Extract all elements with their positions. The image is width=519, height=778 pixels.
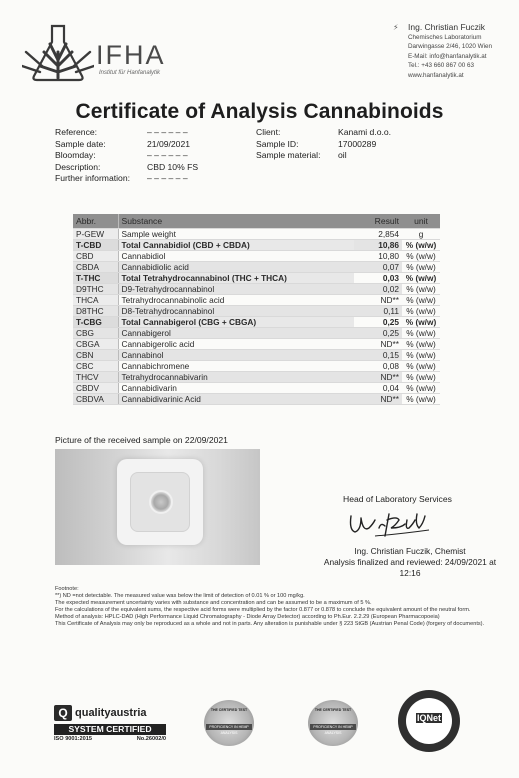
cell-substance: D9-Tetrahydrocannabinol xyxy=(118,283,354,294)
lab-line: Darwingasse 2/46, 1020 Wien xyxy=(408,43,493,51)
table-row xyxy=(73,371,440,382)
cell-substance: Sample weight xyxy=(118,228,354,239)
lab-address xyxy=(408,22,516,80)
table-row xyxy=(73,338,440,349)
cell-substance: Total Tetrahydrocannabinol (THC + THCA) xyxy=(118,272,354,283)
logo-name: IFHA xyxy=(96,40,166,70)
cell-abbr: CBD xyxy=(73,250,118,261)
bottle-cap xyxy=(149,490,173,514)
cell-result: ND** xyxy=(354,393,402,404)
cell-abbr: THCA xyxy=(73,294,118,305)
sample-info xyxy=(55,127,255,187)
cell-result: ND** xyxy=(354,371,402,382)
cell-abbr: T-CBG xyxy=(73,316,118,327)
cell-abbr: T-CBD xyxy=(73,239,118,250)
cell-result: 2,854 xyxy=(354,228,402,239)
cell-substance: Total Cannabigerol (CBG + CBGA) xyxy=(118,316,354,327)
cell-unit: % (w/w) xyxy=(402,349,440,360)
cell-substance: Cannabidivarinic Acid xyxy=(118,393,354,404)
info-value: – – – – – – xyxy=(147,127,188,137)
ifha-logo xyxy=(22,22,192,86)
certified-test-seal-1 xyxy=(200,700,258,750)
table-row xyxy=(73,382,440,393)
table-row xyxy=(73,327,440,338)
col-header-result: Result xyxy=(354,214,402,228)
lab-line: E-Mail: info@hanfanalytik.at xyxy=(408,52,487,60)
cell-abbr: D9THC xyxy=(73,283,118,294)
table-row xyxy=(73,294,440,305)
cell-unit: % (w/w) xyxy=(402,327,440,338)
table-body xyxy=(73,228,440,404)
table-row xyxy=(73,349,440,360)
seal-band: PROFICIENCY IN HEMP ANALYSIS xyxy=(206,724,252,730)
iqnet-label: IQNet xyxy=(416,713,441,723)
info-label: Sample ID: xyxy=(256,138,299,149)
info-value: CBD 10% FS xyxy=(147,161,199,172)
table-row xyxy=(73,305,440,316)
qa-q-icon: Q xyxy=(54,705,72,721)
cell-substance: Cannabigerolic acid xyxy=(118,338,354,349)
cell-unit: % (w/w) xyxy=(402,272,440,283)
qa-top xyxy=(54,705,166,721)
table-row xyxy=(73,261,440,272)
cell-abbr: CBC xyxy=(73,360,118,371)
signer-name: Ing. Christian Fuczik, Chemist xyxy=(354,546,466,556)
signature-heading: Head of Laboratory Services xyxy=(343,494,452,504)
cell-unit: % (w/w) xyxy=(402,261,440,272)
cell-substance: Cannabinol xyxy=(118,349,354,360)
info-value: 17000289 xyxy=(338,138,377,149)
lab-line: Tel.: +43 660 867 00 63 xyxy=(408,62,474,70)
cell-abbr: T-THC xyxy=(73,272,118,283)
cell-result: 0,08 xyxy=(354,360,402,371)
cell-unit: % (w/w) xyxy=(402,338,440,349)
seal-disc xyxy=(308,700,358,746)
cell-result: 10,86 xyxy=(354,239,402,250)
footnote-line: For the calculations of the equivalent sums, the respective acid forms were multiplied by the factor 0.877 or 0.878 to conclude the equivalent amount of the neutral form. xyxy=(55,607,471,614)
cell-substance: Tetrahydrocannabinolic acid xyxy=(118,294,354,305)
flask-leaf-icon xyxy=(22,22,94,84)
seal-disc xyxy=(204,700,254,746)
qa-number: No.26002/0 xyxy=(136,736,166,742)
cell-substance: Tetrahydrocannabivarin xyxy=(118,371,354,382)
cell-unit: % (w/w) xyxy=(402,316,440,327)
seal-title: THE CERTIFIED TEST xyxy=(314,708,352,712)
iqnet-seal xyxy=(398,690,460,752)
certified-test-seal-2 xyxy=(304,700,362,750)
cell-unit: % (w/w) xyxy=(402,360,440,371)
cell-result: ND** xyxy=(354,338,402,349)
cell-result: 0,04 xyxy=(354,382,402,393)
footnote-line: Method of analysis: HPLC-DAD (High Performance Liquid Chromatography - Diode Array Detector) according to Ph.Eur. 2.2.29 (European Pharmacopoeia) xyxy=(55,614,440,621)
info-label: Description: xyxy=(55,161,101,172)
table-header-row xyxy=(73,214,440,228)
info-value: Kanami d.o.o. xyxy=(338,127,392,137)
picture-caption: Picture of the received sample on 22/09/2021 xyxy=(55,435,228,445)
qa-system-certified: SYSTEM CERTIFIED xyxy=(54,724,166,735)
lab-name: Ing. Christian Fuczik xyxy=(408,22,485,32)
info-label: Sample material: xyxy=(256,150,321,161)
info-value: oil xyxy=(338,150,347,161)
qa-name: qualityaustria xyxy=(75,707,147,719)
cell-substance: Total Cannabidiol (CBD + CBDA) xyxy=(118,239,354,250)
signer-time: 12:16 xyxy=(399,568,421,578)
col-header-abbr: Abbr. xyxy=(73,214,118,228)
client-info xyxy=(256,127,456,167)
cell-abbr: THCV xyxy=(73,371,118,382)
cell-result: ND** xyxy=(354,294,402,305)
sample-container xyxy=(117,459,203,545)
signature-mark-icon: ⚡ xyxy=(393,23,399,32)
table-row xyxy=(73,228,440,239)
qa-iso: ISO 9001:2015 xyxy=(54,736,92,742)
cell-unit: % (w/w) xyxy=(402,294,440,305)
signer-date: Analysis finalized and reviewed: 24/09/2021 at xyxy=(323,557,497,567)
cell-result: 0,25 xyxy=(354,316,402,327)
iqnet-mark xyxy=(398,713,460,723)
info-value: 21/09/2021 xyxy=(147,138,191,149)
cell-result: 0,07 xyxy=(354,261,402,272)
info-value: – – – – – – xyxy=(147,150,188,161)
cell-substance: Cannabidiol xyxy=(118,250,354,261)
cell-result: 0,15 xyxy=(354,349,402,360)
info-value: – – – – – – xyxy=(147,173,188,184)
cell-abbr: CBN xyxy=(73,349,118,360)
footnote-line: **) ND =not detectable. The measured value was below the limit of detection of 0.01 % or 100 mg/kg. xyxy=(55,593,305,600)
cell-result: 0,25 xyxy=(354,327,402,338)
footnote xyxy=(55,586,505,629)
info-label: Bloomday: xyxy=(55,150,96,161)
cell-substance: Cannabidivarin xyxy=(118,382,354,393)
footnote-line: This Certificate of Analysis may only be reproduced as a whole and not in parts. Any alteration is punishable under § 223 StGB (Austrian Penal Code) (forgery of documents). xyxy=(55,621,485,628)
table-row xyxy=(73,393,440,404)
cell-result: 10,80 xyxy=(354,250,402,261)
cell-unit: % (w/w) xyxy=(402,382,440,393)
lab-line: www.hanfanalytik.at xyxy=(408,71,464,79)
container-inner xyxy=(130,472,190,532)
cell-unit: % (w/w) xyxy=(402,305,440,316)
info-label: Further information: xyxy=(55,173,130,184)
cell-substance: Cannabigerol xyxy=(118,327,354,338)
table-row xyxy=(73,316,440,327)
cell-unit: % (w/w) xyxy=(402,393,440,404)
sample-photo xyxy=(55,449,260,565)
logo-subtitle: Institut für Hanfanalytik xyxy=(99,70,161,76)
info-label: Reference: xyxy=(55,127,98,137)
seal-title: THE CERTIFIED TEST xyxy=(210,708,248,712)
cell-result: 0,03 xyxy=(354,272,402,283)
table-row xyxy=(73,250,440,261)
cell-abbr: D8THC xyxy=(73,305,118,316)
cell-result: 0,11 xyxy=(354,305,402,316)
info-label: Sample date: xyxy=(55,138,106,149)
cell-unit: % (w/w) xyxy=(402,250,440,261)
footnote-line: Footnote: xyxy=(55,586,79,592)
cell-unit: % (w/w) xyxy=(402,371,440,382)
cell-unit: g xyxy=(402,228,440,239)
cell-abbr: CBDA xyxy=(73,261,118,272)
info-label: Client: xyxy=(256,127,281,137)
table-row xyxy=(73,360,440,371)
table-row xyxy=(73,239,440,250)
table-row xyxy=(73,272,440,283)
col-header-substance: Substance xyxy=(118,214,354,228)
document-title: Certificate of Analysis Cannabinoids xyxy=(75,100,444,123)
cell-abbr: CBGA xyxy=(73,338,118,349)
cell-substance: D8-Tetrahydrocannabinol xyxy=(118,305,354,316)
seal-band: PROFICIENCY IN HEMP ANALYSIS xyxy=(310,724,356,730)
cell-result: 0,02 xyxy=(354,283,402,294)
table-row xyxy=(73,283,440,294)
cell-substance: Cannabidiolic acid xyxy=(118,261,354,272)
results-table xyxy=(73,214,440,405)
cell-abbr: CBDVA xyxy=(73,393,118,404)
handwritten-signature xyxy=(345,506,435,540)
signer-block xyxy=(300,546,519,579)
col-header-unit: unit xyxy=(402,214,440,228)
cell-abbr: P-GEW xyxy=(73,228,118,239)
cell-unit: % (w/w) xyxy=(402,239,440,250)
qa-bottom xyxy=(54,736,166,742)
lab-line: Chemisches Laboratorium xyxy=(408,34,482,41)
cell-unit: % (w/w) xyxy=(402,283,440,294)
cell-abbr: CBDV xyxy=(73,382,118,393)
cell-abbr: CBG xyxy=(73,327,118,338)
quality-austria-logo xyxy=(54,705,166,742)
footnote-line: The expected measurement uncertainty varies with substance and concentration and can be assumed to be a maximum of 5 %. xyxy=(55,600,372,607)
cell-substance: Cannabichromene xyxy=(118,360,354,371)
